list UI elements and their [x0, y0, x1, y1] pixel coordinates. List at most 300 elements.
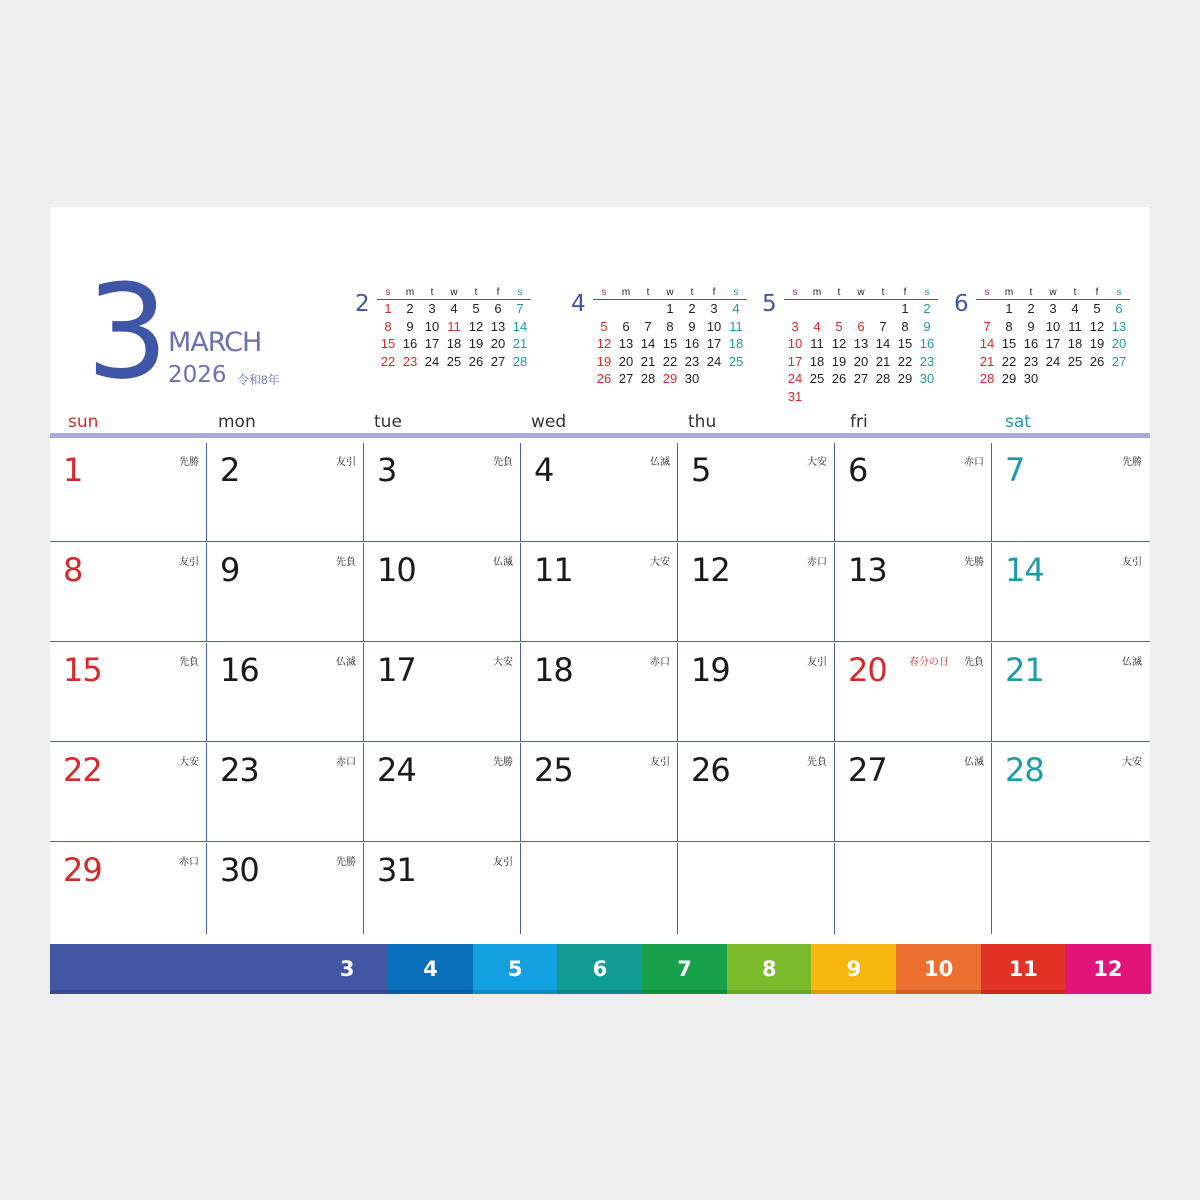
mini-day: 22: [1001, 353, 1017, 369]
mini-day: [894, 388, 916, 406]
mini-day: 1: [1005, 301, 1013, 316]
rokuyo-label: 先勝: [964, 557, 984, 568]
month-tab-label: 6: [592, 957, 608, 981]
day-cell[interactable]: [364, 543, 521, 641]
rokuyo-label: 先勝: [179, 457, 199, 468]
mini-day: [703, 370, 725, 388]
rokuyo-label: 赤口: [964, 457, 984, 468]
rokuyo-label: 赤口: [807, 557, 827, 568]
day-number: 8: [63, 551, 83, 589]
month-tab-label: 7: [677, 957, 692, 981]
month-tab-label: 8: [761, 957, 777, 981]
mini-calendar-grid: [784, 287, 938, 405]
weekday-tue: tue: [374, 412, 402, 432]
mini-day: 26: [831, 371, 847, 386]
mini-week-row: [784, 318, 938, 336]
mini-week-row: [593, 353, 747, 371]
rokuyo-label: 友引: [493, 857, 513, 868]
mini-calendar-month: 5: [762, 291, 777, 317]
mini-day: 19: [468, 336, 484, 351]
mini-day: 15: [897, 336, 913, 351]
month-tab[interactable]: [642, 944, 727, 994]
mini-week-row: [593, 370, 747, 388]
mini-day: 20: [618, 353, 634, 369]
mini-weekday: s: [924, 287, 930, 298]
day-number: 23: [220, 751, 259, 789]
mini-day: 3: [428, 301, 436, 316]
day-cell[interactable]: [992, 643, 1149, 741]
mini-day: 2: [406, 301, 414, 316]
mini-weekday: w: [1049, 287, 1057, 298]
tab-shadow: [642, 990, 727, 994]
mini-day: 6: [1115, 301, 1123, 316]
tab-shadow: [811, 990, 896, 994]
mini-day: 11: [729, 318, 743, 334]
mini-day: 16: [402, 336, 418, 351]
day-cell[interactable]: [50, 843, 207, 934]
calendar-page: [50, 207, 1150, 994]
mini-day: 8: [1005, 318, 1013, 334]
holiday-label: 春分の日: [909, 657, 949, 668]
mini-day: 13: [853, 336, 869, 351]
mini-day: 21: [875, 353, 891, 369]
day-number: 25: [534, 751, 573, 789]
mini-day: 27: [853, 371, 869, 386]
day-number: 21: [1005, 651, 1044, 689]
day-cell[interactable]: [50, 543, 207, 641]
mini-day: 6: [494, 301, 502, 316]
mini-weekday: f: [903, 287, 907, 298]
tab-shadow: [981, 990, 1066, 994]
mini-week-row: [976, 300, 1130, 318]
mini-calendar-grid: [377, 287, 531, 370]
mini-day: 29: [662, 371, 678, 386]
mini-day: 16: [919, 336, 935, 351]
rokuyo-label: 大安: [807, 457, 827, 468]
rokuyo-label: 友引: [336, 457, 356, 468]
mini-day: 27: [1111, 353, 1127, 369]
mini-day: 28: [512, 353, 528, 369]
rokuyo-label: 大安: [493, 657, 513, 668]
mini-weekday: m: [812, 287, 822, 298]
mini-weekday: w: [666, 287, 674, 298]
mini-day: 14: [979, 336, 995, 351]
mini-weekday: w: [450, 287, 458, 298]
mini-calendar-month: 6: [954, 291, 969, 317]
mini-day: 3: [791, 318, 799, 334]
mini-day: 2: [1027, 301, 1035, 316]
day-number: 30: [220, 851, 259, 889]
day-cell[interactable]: [364, 643, 521, 741]
day-number: 17: [377, 651, 416, 689]
day-cell[interactable]: [678, 543, 835, 641]
mini-day: 14: [640, 336, 656, 351]
day-number: 28: [1005, 751, 1044, 789]
mini-day: [872, 300, 894, 318]
mini-day: 1: [666, 301, 674, 316]
mini-weekday-row: [976, 287, 1130, 300]
mini-day: 23: [684, 353, 700, 369]
day-cell: [992, 843, 1149, 934]
mini-week-row: [976, 318, 1130, 336]
mini-week-row: [784, 353, 938, 371]
day-cell: [521, 843, 678, 934]
day-cell[interactable]: [207, 643, 364, 741]
mini-day: 20: [490, 336, 506, 351]
mini-week-row: [976, 370, 1130, 388]
mini-day: 4: [1071, 301, 1079, 316]
month-tab[interactable]: [981, 944, 1066, 994]
mini-day: 4: [813, 318, 821, 334]
day-cell[interactable]: [207, 843, 364, 934]
mini-weekday: s: [984, 287, 990, 298]
mini-day: 30: [684, 371, 700, 386]
mini-day: [872, 388, 894, 406]
day-cell[interactable]: [207, 543, 364, 641]
day-cell[interactable]: [521, 743, 678, 841]
mini-day: 28: [979, 371, 995, 386]
month-tab-label: 5: [507, 957, 523, 981]
month-tab[interactable]: [473, 944, 558, 994]
mini-day: 6: [857, 318, 865, 334]
mini-day: 15: [662, 336, 678, 351]
mini-day: 5: [1093, 301, 1101, 316]
day-cell[interactable]: [678, 743, 835, 841]
month-tab-label: 12: [1093, 957, 1123, 981]
day-cell[interactable]: [835, 643, 992, 741]
mini-day: 13: [490, 318, 506, 334]
month-tab[interactable]: [557, 944, 642, 994]
day-cell[interactable]: [364, 443, 521, 541]
month-grid: [50, 443, 1150, 934]
mini-day: [916, 388, 938, 406]
weekday-sat: sat: [1005, 412, 1031, 432]
mini-weekday: t: [646, 287, 650, 298]
day-number: 6: [848, 451, 868, 489]
mini-day: 5: [472, 301, 480, 316]
mini-weekday: t: [1073, 287, 1077, 298]
mini-day: [1086, 370, 1108, 388]
mini-day: 10: [1045, 318, 1061, 334]
rokuyo-label: 先勝: [336, 857, 356, 868]
mini-day: 28: [640, 371, 656, 386]
day-cell[interactable]: [521, 643, 678, 741]
day-number: 19: [691, 651, 730, 689]
mini-day: 4: [732, 301, 740, 316]
mini-day: 10: [787, 336, 803, 351]
month-tab[interactable]: [727, 944, 812, 994]
mini-weekday-row: [593, 287, 747, 300]
day-cell[interactable]: [207, 743, 364, 841]
rokuyo-label: 仏滅: [493, 557, 513, 568]
mini-day: 10: [706, 318, 722, 334]
month-tab[interactable]: [50, 944, 389, 994]
japanese-era: 令和8年: [237, 373, 280, 387]
year: 2026: [168, 362, 227, 388]
mini-day: 1: [901, 301, 909, 316]
mini-day: 16: [1023, 336, 1039, 351]
mini-day: 14: [875, 336, 891, 351]
mini-weekday: s: [517, 287, 523, 298]
day-number: 3: [377, 451, 397, 489]
day-cell[interactable]: [50, 743, 207, 841]
mini-day: 7: [516, 301, 524, 316]
tab-shadow: [727, 990, 812, 994]
mini-calendar-month: 4: [571, 291, 586, 317]
mini-day: [725, 370, 747, 388]
tab-shadow: [388, 990, 473, 994]
mini-day: 17: [706, 336, 722, 351]
mini-day: 12: [1089, 318, 1105, 334]
day-cell[interactable]: [521, 443, 678, 541]
mini-day: 9: [688, 318, 696, 334]
mini-weekday: f: [712, 287, 716, 298]
mini-weekday: t: [881, 287, 885, 298]
mini-day: [1064, 370, 1086, 388]
rokuyo-label: 赤口: [179, 857, 199, 868]
mini-day: 17: [424, 336, 440, 351]
mini-day: 19: [596, 353, 612, 369]
day-cell[interactable]: [992, 443, 1149, 541]
tab-shadow: [896, 990, 981, 994]
day-cell[interactable]: [678, 643, 835, 741]
week-row: [50, 843, 1150, 934]
mini-weekday: t: [690, 287, 694, 298]
day-number: 27: [848, 751, 887, 789]
month-tabs: [50, 944, 1150, 994]
mini-day: 3: [1049, 301, 1057, 316]
rokuyo-label: 友引: [807, 657, 827, 668]
mini-day: 26: [596, 371, 612, 386]
mini-day: 15: [380, 336, 396, 351]
mini-day: [828, 388, 850, 406]
day-number: 12: [691, 551, 730, 589]
mini-week-row: [377, 318, 531, 336]
mini-day: 29: [1001, 371, 1017, 386]
mini-weekday: w: [857, 287, 865, 298]
rokuyo-label: 大安: [1122, 757, 1142, 768]
mini-day: 24: [424, 353, 440, 369]
month-tab-label: 3: [339, 957, 355, 981]
mini-calendar-month: 2: [355, 291, 370, 317]
mini-day: [593, 300, 615, 318]
day-cell[interactable]: [992, 743, 1149, 841]
mini-day: [1042, 370, 1064, 388]
tab-shadow: [50, 990, 389, 994]
day-number: 29: [63, 851, 102, 889]
mini-day: 12: [596, 336, 612, 351]
mini-calendar-grid: [976, 287, 1130, 388]
tab-shadow: [473, 990, 558, 994]
mini-day: 24: [706, 353, 722, 369]
mini-day: 3: [710, 301, 718, 316]
mini-week-row: [377, 335, 531, 353]
mini-day: 25: [446, 353, 462, 369]
mini-day: 13: [1111, 318, 1127, 334]
rokuyo-label: 仏滅: [650, 457, 670, 468]
mini-day: 12: [468, 318, 484, 334]
rokuyo-label: 赤口: [336, 757, 356, 768]
mini-weekday: f: [1095, 287, 1099, 298]
mini-day: 20: [853, 353, 869, 369]
weekday-thu: thu: [688, 412, 717, 432]
mini-day: 10: [424, 318, 440, 334]
month-name: MARCH: [168, 327, 262, 358]
mini-day: [850, 300, 872, 318]
month-tab[interactable]: [1065, 944, 1150, 994]
mini-weekday: t: [430, 287, 434, 298]
mini-day: 8: [666, 318, 674, 334]
mini-weekday: s: [1116, 287, 1122, 298]
rokuyo-label: 先負: [807, 757, 827, 768]
mini-week-row: [377, 353, 531, 371]
day-number: 11: [534, 551, 573, 589]
mini-day: [806, 388, 828, 406]
mini-day: 23: [402, 353, 418, 369]
rokuyo-label: 友引: [1122, 557, 1142, 568]
day-cell[interactable]: [992, 543, 1149, 641]
rokuyo-label: 仏滅: [336, 657, 356, 668]
mini-day: 18: [1067, 336, 1083, 351]
mini-day: 23: [919, 353, 935, 369]
mini-day: 4: [450, 301, 458, 316]
mini-day: 25: [809, 371, 825, 386]
day-cell[interactable]: [835, 743, 992, 841]
mini-week-row: [976, 335, 1130, 353]
weekday-header: [50, 410, 1150, 438]
mini-day: 11: [447, 318, 461, 334]
mini-day: 9: [923, 318, 931, 334]
mini-week-row: [784, 300, 938, 318]
week-row: [50, 743, 1150, 842]
day-cell[interactable]: [207, 443, 364, 541]
mini-day: 17: [787, 353, 803, 369]
day-number: 14: [1005, 551, 1044, 589]
mini-day: [615, 300, 637, 318]
day-number: 18: [534, 651, 573, 689]
mini-day: 14: [512, 318, 528, 334]
mini-calendar-grid: [593, 287, 747, 388]
day-number: 7: [1005, 451, 1025, 489]
day-number: 26: [691, 751, 730, 789]
mini-day: 17: [1045, 336, 1061, 351]
weekday-fri: fri: [850, 412, 868, 432]
day-cell: [678, 843, 835, 934]
rokuyo-label: 仏滅: [1122, 657, 1142, 668]
day-cell[interactable]: [835, 443, 992, 541]
weekday-mon: mon: [218, 412, 256, 432]
day-cell[interactable]: [835, 543, 992, 641]
day-number: 20: [848, 651, 887, 689]
day-number: 1: [63, 451, 83, 489]
day-number: 15: [63, 651, 102, 689]
mini-day: [828, 300, 850, 318]
mini-day: 9: [406, 318, 414, 334]
mini-day: 27: [618, 371, 634, 386]
mini-day: 30: [919, 371, 935, 386]
mini-day: [637, 300, 659, 318]
mini-week-row: [976, 353, 1130, 371]
day-number: 24: [377, 751, 416, 789]
mini-week-row: [784, 388, 938, 406]
mini-day: 2: [923, 301, 931, 316]
rokuyo-label: 赤口: [650, 657, 670, 668]
mini-day: 8: [901, 318, 909, 334]
mini-weekday: s: [385, 287, 391, 298]
day-cell[interactable]: [364, 743, 521, 841]
mini-day: 19: [1089, 336, 1105, 351]
day-cell[interactable]: [50, 443, 207, 541]
mini-day: 15: [1001, 336, 1017, 351]
rokuyo-label: 先勝: [1122, 457, 1142, 468]
mini-weekday: s: [733, 287, 739, 298]
week-row: [50, 443, 1150, 542]
mini-day: 26: [468, 353, 484, 369]
rokuyo-label: 先負: [336, 557, 356, 568]
mini-weekday: m: [405, 287, 415, 298]
day-cell[interactable]: [364, 843, 521, 934]
mini-weekday: t: [1029, 287, 1033, 298]
mini-day: [806, 300, 828, 318]
mini-day: 24: [1045, 353, 1061, 369]
mini-day: 8: [384, 318, 392, 334]
mini-day: 20: [1111, 336, 1127, 351]
month-tab-label: 9: [846, 957, 862, 981]
mini-day: 27: [490, 353, 506, 369]
mini-day: 7: [983, 318, 991, 334]
mini-weekday: s: [601, 287, 607, 298]
mini-day: 26: [1089, 353, 1105, 369]
day-number: 10: [377, 551, 416, 589]
month-tab[interactable]: [811, 944, 896, 994]
mini-week-row: [377, 300, 531, 318]
mini-day: 25: [1067, 353, 1083, 369]
day-number: 5: [691, 451, 711, 489]
day-cell[interactable]: [678, 443, 835, 541]
mini-day: [976, 300, 998, 318]
mini-day: 21: [512, 336, 528, 351]
rokuyo-label: 大安: [650, 557, 670, 568]
mini-weekday: t: [474, 287, 478, 298]
mini-day: [784, 300, 806, 318]
mini-week-row: [593, 300, 747, 318]
mini-day: 29: [897, 371, 913, 386]
day-number: 16: [220, 651, 259, 689]
mini-day: 21: [640, 353, 656, 369]
week-row: [50, 543, 1150, 642]
rokuyo-label: 先負: [179, 657, 199, 668]
day-number: 22: [63, 751, 102, 789]
mini-day: 16: [684, 336, 700, 351]
day-cell[interactable]: [521, 543, 678, 641]
mini-day: 6: [622, 318, 630, 334]
week-row: [50, 643, 1150, 742]
mini-weekday: t: [837, 287, 841, 298]
month-tab[interactable]: [388, 944, 473, 994]
mini-day: 12: [831, 336, 847, 351]
rokuyo-label: 先勝: [493, 757, 513, 768]
tab-shadow: [557, 990, 642, 994]
mini-day: 5: [835, 318, 843, 334]
month-tab-label: 4: [423, 957, 438, 981]
mini-day: 21: [979, 353, 995, 369]
mini-weekday: m: [621, 287, 631, 298]
mini-day: [850, 388, 872, 406]
day-cell[interactable]: [50, 643, 207, 741]
weekday-sun: sun: [68, 412, 99, 432]
mini-week-row: [784, 335, 938, 353]
month-tab[interactable]: [896, 944, 981, 994]
